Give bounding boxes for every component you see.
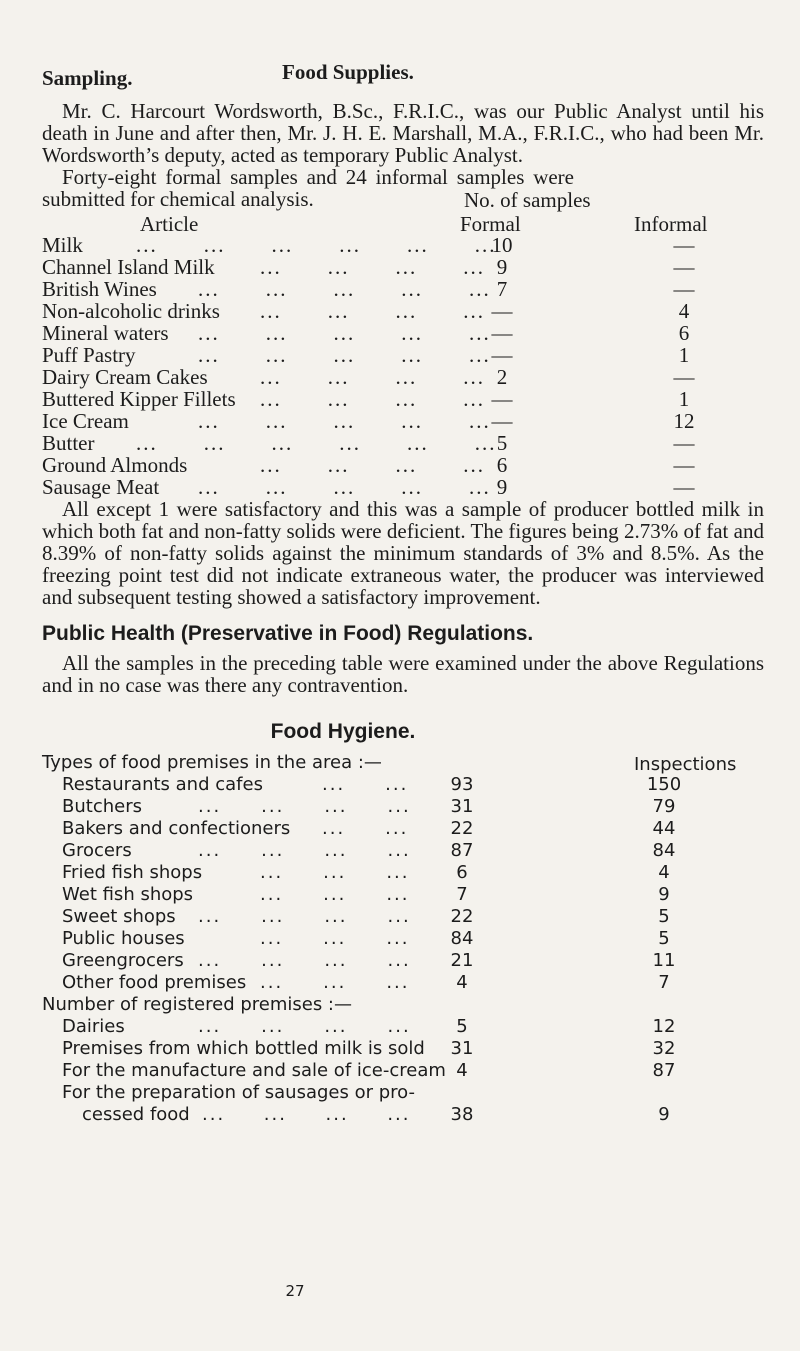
intro-paragraph-samples: Forty-eight formal samples and 24 informal samples were submitted for chemical analysis.: [42, 165, 574, 211]
premises-count: 84: [450, 928, 474, 949]
premises-name: Sweet shops: [62, 906, 176, 927]
table-row: [42, 906, 764, 928]
formal-count: 5: [496, 431, 508, 455]
formal-count: 7: [496, 277, 508, 301]
leader-dots: ... ... ... ... ... ...: [136, 233, 497, 257]
page-title: Food Supplies.: [282, 60, 414, 84]
informal-column-header: Informal: [634, 212, 708, 236]
table-row: [42, 366, 764, 388]
running-head: [42, 60, 764, 100]
premises-list: [42, 774, 764, 994]
premises-count: 7: [456, 884, 468, 905]
table-row: [42, 322, 764, 344]
premises-name: Restaurants and cafes: [62, 774, 263, 795]
leader-dots: ... ... ...: [260, 862, 410, 883]
table-row: [42, 862, 764, 884]
regulations-heading: Public Health (Preservative in Food) Regulations.: [42, 622, 534, 645]
article-column-header: Article: [140, 212, 199, 236]
premises-count: 6: [456, 862, 468, 883]
premises-count: 22: [450, 906, 474, 927]
table-row: [42, 928, 764, 950]
informal-count: —: [673, 453, 695, 477]
formal-count: 2: [496, 365, 508, 389]
milk-result-paragraph: All except 1 were satisfactory and this was a sample of producer bottled milk in which both fat and non-fatty solids were deficient. The figures being 2.73% of fat and 8.39% of non-fatty solids against the minimum standards of 3% and 8.5%. As the freezing point test did not indicate extraneous water, the producer was interviewed and subsequent testing showed a satisfactory improvement.: [42, 497, 764, 609]
leader-dots: ... ... ... ...: [198, 906, 411, 927]
section-label: Sampling.: [42, 66, 133, 90]
premises-count: 31: [450, 1038, 474, 1059]
table-row: [42, 796, 764, 818]
table-row: [42, 1016, 764, 1038]
formal-count: —: [491, 299, 513, 323]
premises-inspections: 79: [652, 796, 676, 817]
premises-inspections: 87: [652, 1060, 676, 1081]
article-name: Ground Almonds: [42, 453, 188, 477]
informal-count: —: [673, 277, 695, 301]
informal-count: —: [673, 431, 695, 455]
regulations-paragraph: All the samples in the preceding table were examined under the above Regulations and in no case was there any contravention.: [42, 651, 764, 697]
table-row: [42, 278, 764, 300]
formal-count: 10: [491, 233, 513, 257]
leader-dots: ... ... ... ...: [260, 453, 485, 477]
food-hygiene-table: [42, 750, 764, 1126]
formal-count: 6: [496, 453, 508, 477]
informal-count: —: [673, 365, 695, 389]
premises-name: Public houses: [62, 928, 185, 949]
informal-count: —: [673, 233, 695, 257]
article-name: Non-alcoholic drinks: [42, 299, 220, 323]
table-row: [42, 300, 764, 322]
informal-count: 4: [678, 299, 690, 323]
premises-name: Premises from which bottled milk is sold: [62, 1038, 425, 1059]
table-row: [42, 972, 764, 994]
article-name: Mineral waters: [42, 321, 169, 345]
premises-count: 87: [450, 840, 474, 861]
formal-count: —: [491, 321, 513, 345]
article-name: Puff Pastry: [42, 343, 136, 367]
table-row: [42, 884, 764, 906]
table-row: [42, 774, 764, 796]
leader-dots: ... ... ... ...: [198, 1016, 411, 1037]
premises-inspections: 12: [652, 1016, 676, 1037]
article-name: Buttered Kipper Fillets: [42, 387, 236, 411]
premises-name: For the manufacture and sale of ice-cream: [62, 1060, 446, 1081]
premises-count: 5: [456, 1016, 468, 1037]
leader-dots: ... ... ...: [260, 972, 410, 993]
leader-dots: ... ... ...: [260, 884, 410, 905]
premises-count: 22: [450, 818, 474, 839]
leader-dots: ... ... ... ...: [198, 950, 411, 971]
leader-dots: ... ... ... ... ...: [198, 277, 491, 301]
premises-inspections: 5: [658, 906, 670, 927]
premises-name: Greengrocers: [62, 950, 184, 971]
informal-count: 6: [678, 321, 690, 345]
table-row: [42, 410, 764, 432]
leader-dots: ... ... ...: [260, 928, 410, 949]
leader-dots: ... ... ... ...: [260, 299, 485, 323]
samples-table: [42, 234, 764, 498]
formal-column-header: Formal: [460, 212, 521, 236]
leader-dots: ... ... ... ...: [202, 1104, 411, 1125]
table-row: [42, 1038, 764, 1060]
sausage-premises-row: [42, 1082, 764, 1104]
informal-count: —: [673, 475, 695, 499]
premises-inspections: 5: [658, 928, 670, 949]
article-name: Dairy Cream Cakes: [42, 365, 208, 389]
leader-dots: ... ... ... ... ...: [198, 321, 491, 345]
premises-inspections: 4: [658, 862, 670, 883]
sausage-premises-label-line2: cessed food: [82, 1104, 190, 1125]
article-name: Channel Island Milk: [42, 255, 215, 279]
sausage-premises-count: 38: [450, 1104, 474, 1125]
table-row: [42, 818, 764, 840]
article-name: Sausage Meat: [42, 475, 160, 499]
informal-count: 1: [678, 343, 690, 367]
premises-inspections: 150: [646, 774, 682, 795]
formal-count: —: [491, 387, 513, 411]
page-number: 27: [285, 1282, 305, 1300]
inspections-column-header: Inspections: [634, 754, 737, 775]
sausage-premises-label-line1: For the preparation of sausages or pro-: [62, 1082, 416, 1103]
premises-name: Wet fish shops: [62, 884, 194, 905]
formal-count: 9: [496, 255, 508, 279]
registered-premises-label: Number of registered premises :—: [42, 994, 352, 1015]
premises-count: 21: [450, 950, 474, 971]
premises-inspections: 11: [652, 950, 676, 971]
leader-dots: ... ... ... ...: [260, 365, 485, 389]
hygiene-table-header: [42, 750, 764, 774]
table-row: [42, 454, 764, 476]
table-row: [42, 950, 764, 972]
sausage-premises-row-cont: [42, 1104, 764, 1126]
leader-dots: ... ... ... ...: [198, 796, 411, 817]
leader-dots: ... ...: [322, 774, 409, 795]
leader-dots: ... ... ... ... ...: [198, 475, 491, 499]
table-row: [42, 256, 764, 278]
premises-name: Bakers and confectioners: [62, 818, 291, 839]
informal-count: 1: [678, 387, 690, 411]
article-name: Ice Cream: [42, 409, 129, 433]
leader-dots: ... ... ... ...: [260, 387, 485, 411]
registered-premises-label-row: [42, 994, 764, 1016]
leader-dots: ... ... ... ... ...: [198, 409, 491, 433]
intro-paragraph-analyst: Mr. C. Harcourt Wordsworth, B.Sc., F.R.I.C., was our Public Analyst until his death in June and after then, Mr. J. H. E. Marshall, M.A., F.R.I.C., who had been Mr. Wordsworth’s deputy, acted as temporary Public Analyst.: [42, 99, 764, 167]
premises-inspections: 44: [652, 818, 676, 839]
table-row: [42, 234, 764, 256]
table-row: [42, 1060, 764, 1082]
premises-name: Other food premises: [62, 972, 247, 993]
premises-count: 31: [450, 796, 474, 817]
premises-inspections: 32: [652, 1038, 676, 1059]
table-row: [42, 344, 764, 366]
premises-inspections: 7: [658, 972, 670, 993]
formal-count: —: [491, 409, 513, 433]
formal-count: 9: [496, 475, 508, 499]
article-name: Milk: [42, 233, 83, 257]
table-row: [42, 476, 764, 498]
food-hygiene-heading: Food Hygiene.: [270, 720, 416, 743]
premises-name: Butchers: [62, 796, 142, 817]
document-page: [42, 60, 764, 1126]
registered-premises-list: [42, 1016, 764, 1082]
informal-count: 12: [673, 409, 695, 433]
leader-dots: ... ... ... ...: [260, 255, 485, 279]
sausage-premises-inspections: 9: [658, 1104, 670, 1125]
samples-group-header: No. of samples: [464, 188, 591, 212]
article-name: Butter: [42, 431, 95, 455]
article-name: British Wines: [42, 277, 157, 301]
leader-dots: ... ...: [322, 818, 409, 839]
premises-name: Grocers: [62, 840, 132, 861]
premises-inspections: 84: [652, 840, 676, 861]
samples-table-header: [42, 188, 764, 234]
formal-count: —: [491, 343, 513, 367]
informal-count: —: [673, 255, 695, 279]
premises-inspections: 9: [658, 884, 670, 905]
table-row: [42, 388, 764, 410]
table-row: [42, 840, 764, 862]
table-row: [42, 432, 764, 454]
premises-name: Dairies: [62, 1016, 125, 1037]
premises-name: Fried fish shops: [62, 862, 203, 883]
premises-types-label: Types of food premises in the area :—: [42, 752, 382, 773]
leader-dots: ... ... ... ... ...: [198, 343, 491, 367]
leader-dots: ... ... ... ...: [198, 840, 411, 861]
premises-count: 93: [450, 774, 474, 795]
premises-count: 4: [456, 972, 468, 993]
premises-count: 4: [456, 1060, 468, 1081]
leader-dots: ... ... ... ... ... ...: [136, 431, 497, 455]
